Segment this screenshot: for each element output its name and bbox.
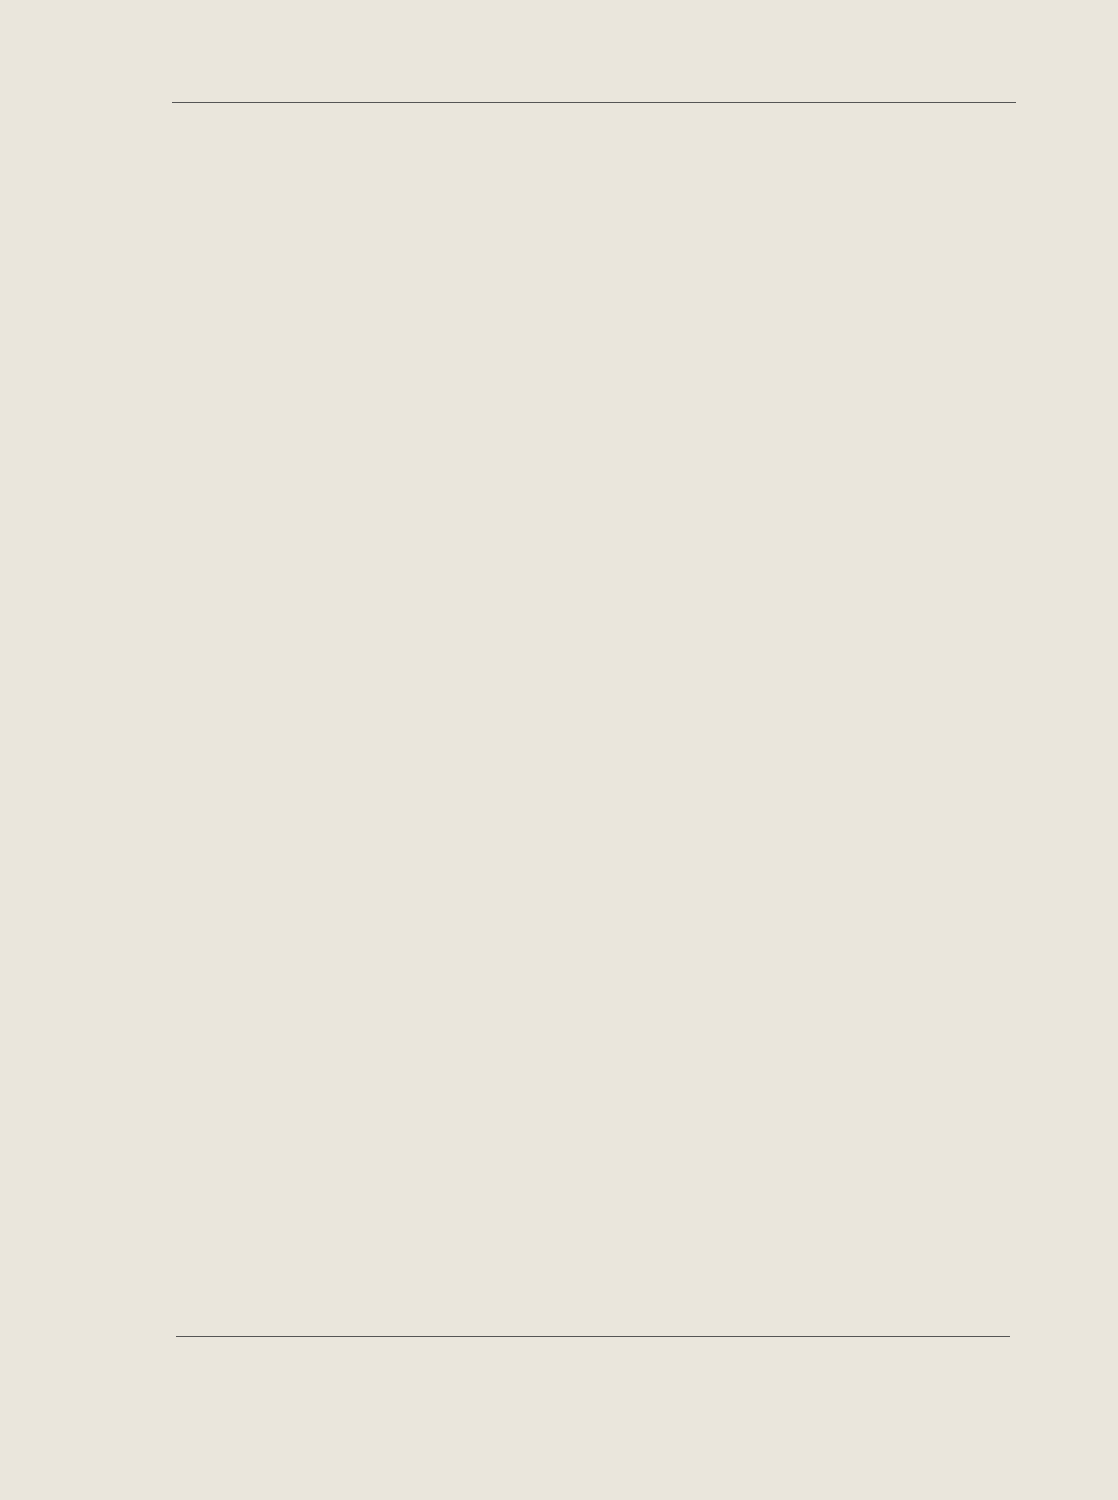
header-rule	[172, 102, 1016, 103]
footnote-rule	[176, 1336, 1010, 1337]
